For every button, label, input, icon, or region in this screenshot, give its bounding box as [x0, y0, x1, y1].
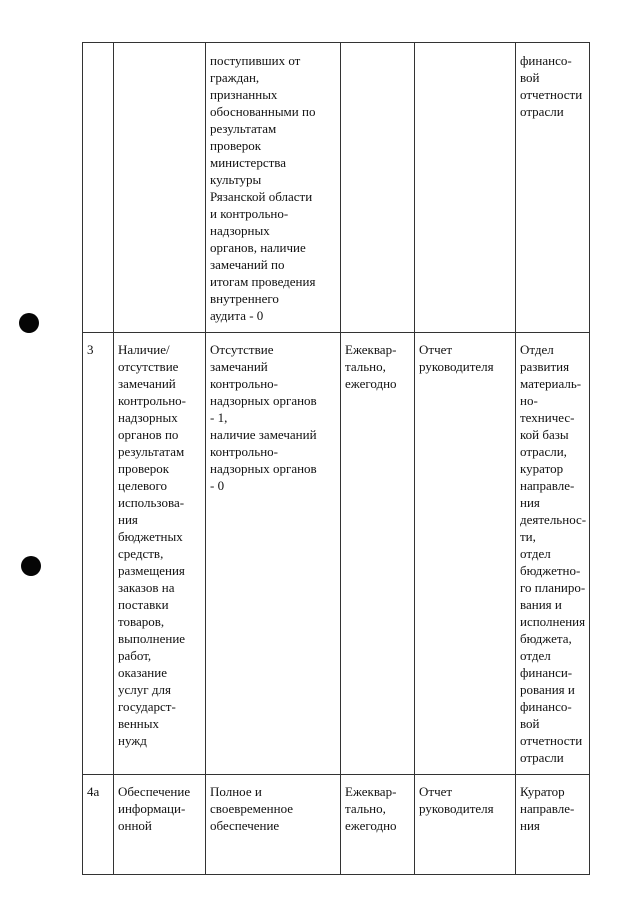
criteria-cell: поступивших от граждан, признанных обоснованными по результатам проверок министерства культуры Рязанской области и контрольно- надзорных органов, наличие замечаний по итогам проведения внутреннего аудита - 0 [206, 43, 341, 333]
table-row [83, 775, 590, 875]
indicator-cell: Обеспечение информаци- онной [114, 775, 206, 875]
period-cell: Ежеквар- тально, ежегодно [341, 775, 415, 875]
indicator-table [82, 42, 590, 875]
responsible-cell: финансо- вой отчетности отрасли [516, 43, 590, 333]
punch-hole [19, 313, 39, 333]
punch-hole [21, 556, 41, 576]
report-cell: Отчет руководителя [415, 775, 516, 875]
row-number-cell: 4а [83, 775, 114, 875]
period-cell: Ежеквар- тально, ежегодно [341, 333, 415, 775]
responsible-cell: Отдел развития материаль- но- техничес- кой базы отрасли, куратор направле- ния деятельнос- ти, отдел бюджетно- го планиро- вания и исполнения бюджета, отдел финанси- рования и финансо- вой отчетности отрасли [516, 333, 590, 775]
report-cell: Отчет руководителя [415, 333, 516, 775]
row-number-cell: 3 [83, 333, 114, 775]
indicator-cell: Наличие/ отсутствие замечаний контрольно- надзорных органов по результатам проверок целевого использова- ния бюджетных средств, размещения заказов на поставки товаров, выполнение работ, оказание услуг для государст- венных нужд [114, 333, 206, 775]
criteria-cell: Отсутствие замечаний контрольно- надзорных органов - 1, наличие замечаний контрольно- надзорных органов - 0 [206, 333, 341, 775]
indicator-cell [114, 43, 206, 333]
table-row [83, 333, 590, 775]
row-number-cell [83, 43, 114, 333]
criteria-cell: Полное и своевременное обеспечение [206, 775, 341, 875]
responsible-cell: Куратор направле- ния [516, 775, 590, 875]
period-cell [341, 43, 415, 333]
report-cell [415, 43, 516, 333]
table-row [83, 43, 590, 333]
